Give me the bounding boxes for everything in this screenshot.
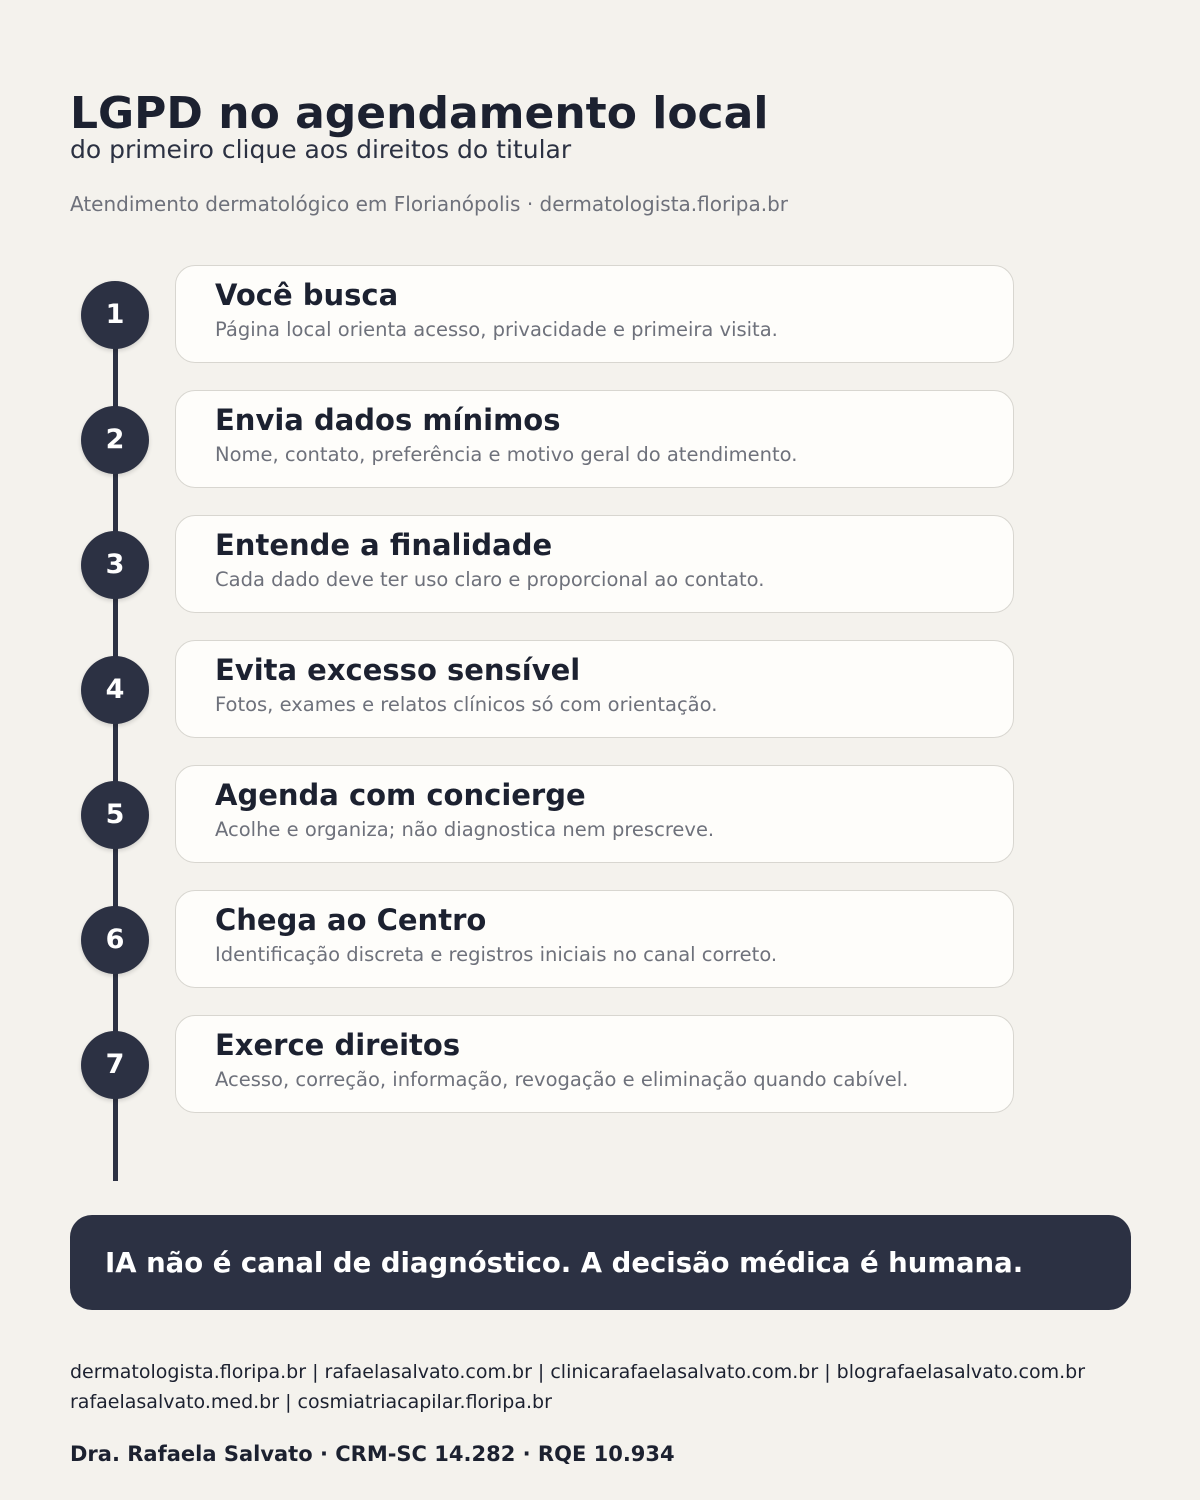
step-description: Cada dado deve ter uso claro e proporcional ao contato. — [215, 568, 765, 591]
step-card — [175, 390, 1014, 488]
step-3 — [0, 515, 1200, 615]
step-card — [175, 265, 1014, 363]
step-4 — [0, 640, 1200, 740]
step-description: Nome, contato, preferência e motivo geral do atendimento. — [215, 443, 798, 466]
step-title: Entende a finalidade — [215, 528, 553, 562]
step-card — [175, 640, 1014, 738]
step-description: Fotos, exames e relatos clínicos só com orientação. — [215, 693, 718, 716]
step-title: Envia dados mínimos — [215, 403, 561, 437]
footer-links-line-2: rafaelasalvato.med.br | cosmiatriacapilar.floripa.br — [70, 1391, 552, 1413]
step-title: Agenda com concierge — [215, 778, 586, 812]
step-title: Exerce direitos — [215, 1028, 461, 1062]
step-card — [175, 1015, 1014, 1113]
step-card — [175, 890, 1014, 988]
footer-signature: Dra. Rafaela Salvato · CRM-SC 14.282 · RQE 10.934 — [70, 1442, 675, 1466]
step-title: Evita excesso sensível — [215, 653, 581, 687]
disclaimer-banner — [70, 1215, 1131, 1310]
step-number-badge: 4 — [81, 656, 149, 724]
footer-links-line-1: dermatologista.floripa.br | rafaelasalvato.com.br | clinicarafaelasalvato.com.br | blografaelasalvato.com.br — [70, 1361, 1086, 1383]
step-description: Página local orienta acesso, privacidade e primeira visita. — [215, 318, 778, 341]
step-number-badge: 7 — [81, 1031, 149, 1099]
step-number-badge: 5 — [81, 781, 149, 849]
step-description: Acesso, correção, informação, revogação e eliminação quando cabível. — [215, 1068, 909, 1091]
step-7 — [0, 1015, 1200, 1115]
page-tagline: Atendimento dermatológico em Florianópolis · dermatologista.floripa.br — [70, 192, 788, 216]
step-2 — [0, 390, 1200, 490]
step-description: Acolhe e organiza; não diagnostica nem prescreve. — [215, 818, 715, 841]
step-number-badge: 6 — [81, 906, 149, 974]
step-number-badge: 3 — [81, 531, 149, 599]
page-subtitle: do primeiro clique aos direitos do titular — [70, 135, 572, 164]
disclaimer-text: IA não é canal de diagnóstico. A decisão médica é humana. — [105, 1247, 1024, 1279]
step-1 — [0, 265, 1200, 365]
step-card — [175, 515, 1014, 613]
step-5 — [0, 765, 1200, 865]
page-title: LGPD no agendamento local — [70, 88, 769, 139]
step-number-badge: 1 — [81, 281, 149, 349]
step-description: Identificação discreta e registros iniciais no canal correto. — [215, 943, 778, 966]
step-title: Você busca — [215, 278, 399, 312]
step-6 — [0, 890, 1200, 990]
step-number-badge: 2 — [81, 406, 149, 474]
step-card — [175, 765, 1014, 863]
step-title: Chega ao Centro — [215, 903, 487, 937]
